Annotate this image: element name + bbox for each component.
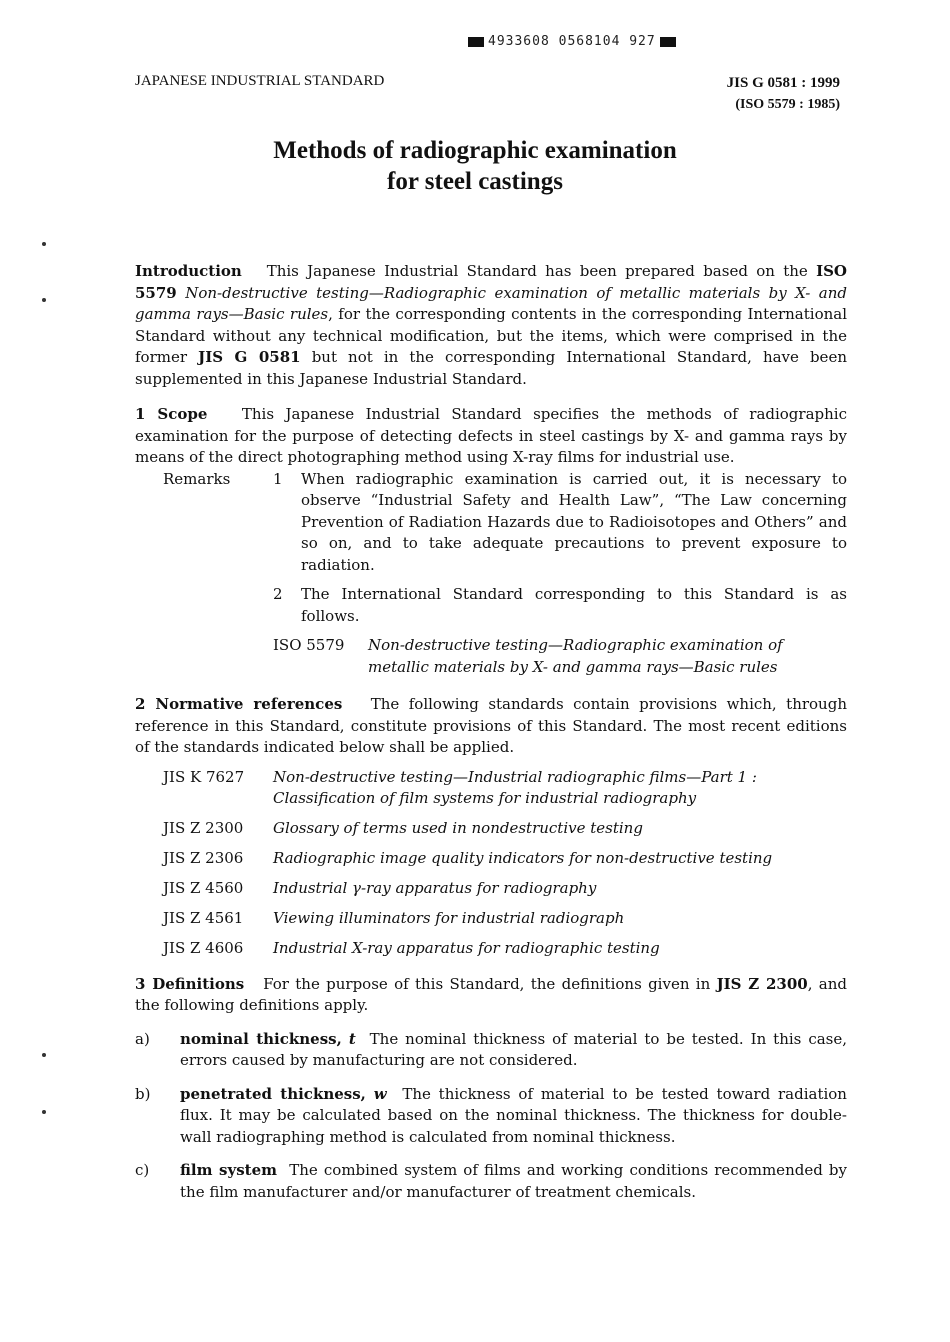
barcode-line — [468, 34, 676, 49]
standard-code: JIS G 0581 : 1999 — [726, 75, 840, 91]
title-line-2: for steel castings — [387, 168, 563, 195]
introduction-text: , for the corresponding contents in the corresponding International Standard without any technical modification, but the items, which were comprised in the former — [135, 305, 847, 366]
reference-row — [163, 848, 847, 870]
definition-item — [135, 1029, 847, 1072]
definition-text: The thickness of material to be tested toward radiation flux. It may be calculated based on the nominal thickness. The thickness for double-wall radiographing method is calculated from nominal thickness. — [180, 1084, 847, 1146]
iso-code: ISO 5579 — [273, 636, 345, 654]
standard-label: JAPANESE INDUSTRIAL STANDARD — [135, 73, 385, 89]
scan-dot — [42, 1053, 46, 1057]
introduction-text: This Japanese Industrial Standard has been prepared based on the — [266, 262, 808, 280]
standard-code-block — [727, 73, 840, 115]
definition-text: The nominal thickness of material to be tested. In this case, errors caused by manufacturing are not considered. — [180, 1029, 848, 1069]
reference-code: JIS Z 4560 — [163, 879, 244, 897]
remarks — [163, 469, 847, 628]
iso-code: (ISO 5579 : 1985) — [735, 97, 840, 112]
remark-text: When radiographic examination is carried out, it is necessary to observe “Industrial Safety and Health Law”, “The Law concerning Prevention of Radiation Hazards due to Radioisotopes and Others” and so on, and to take adequate precautions to prevent exposure to radiation. — [301, 469, 847, 574]
reference-row — [163, 767, 847, 810]
normative-references-heading: 2 Normative references — [135, 695, 343, 713]
introduction-heading: Introduction — [135, 262, 242, 280]
introduction-text: but not in the corresponding International Standard, have been supplemented in this Japanese Industrial Standard. — [135, 348, 847, 388]
reference-code: JIS Z 2306 — [163, 849, 244, 867]
definition-letter: b) — [135, 1084, 151, 1103]
reference-code: JIS Z 2300 — [163, 819, 244, 837]
remark-item — [163, 584, 847, 627]
definitions-text: For the purpose of this Standard, the definitions given in — [263, 974, 711, 993]
reference-row — [163, 908, 847, 930]
remark-number: 1 — [273, 469, 283, 488]
reference-code: JIS K 7627 — [163, 767, 245, 786]
reference-row — [163, 818, 847, 840]
title-line-1: Methods of radiographic examination — [273, 137, 677, 164]
scope-section — [135, 404, 847, 469]
reference-title: Viewing illuminators for industrial radiograph — [273, 909, 625, 927]
document-body — [135, 261, 847, 1203]
remark-number: 2 — [273, 585, 283, 603]
definition-letter: a) — [135, 1029, 150, 1048]
scan-dot — [42, 298, 46, 302]
reference-row — [163, 938, 847, 960]
scope-heading: 1 Scope — [135, 405, 208, 423]
reference-title: Radiographic image quality indicators for non-destructive testing — [273, 849, 773, 867]
barcode-block — [660, 37, 676, 47]
definitions-section — [135, 974, 847, 1017]
iso-reference: ISO 5579 — [135, 262, 847, 302]
iso-reference-row — [273, 635, 847, 678]
scan-dot — [42, 1110, 46, 1114]
definition-term: nominal thickness, — [180, 1029, 342, 1048]
definition-letter: c) — [135, 1161, 150, 1179]
iso-title: Non-destructive testing—Radiographic examination of metallic materials by X- and gamma rays—Basic rules — [135, 283, 847, 323]
definition-text: The combined system of films and working conditions recommended by the film manufacturer and/or manufacturer of treatment chemicals. — [180, 1161, 847, 1201]
jis-reference: JIS Z 2300 — [716, 974, 808, 993]
page-title — [0, 135, 950, 197]
definition-item — [135, 1160, 847, 1203]
definition-term: penetrated thickness, — [180, 1084, 366, 1103]
definition-symbol: w — [373, 1084, 387, 1103]
reference-title: Non-destructive testing—Industrial radiographic films—Part 1 : Classification of film systems for industrial radiography — [273, 767, 757, 807]
definition-term: film system — [180, 1161, 277, 1179]
remarks-label: Remarks — [163, 469, 231, 488]
normative-references-section — [135, 694, 847, 759]
reference-list — [163, 767, 847, 960]
normative-references-text: The following standards contain provisions which, through reference in this Standard, constitute provisions of this Standard. The most recent editions of the standards indicated below shall be applied. — [135, 695, 847, 756]
scan-dot — [42, 242, 46, 246]
reference-title: Glossary of terms used in nondestructive testing — [273, 819, 643, 837]
definition-item — [135, 1084, 847, 1149]
reference-title: Industrial X-ray apparatus for radiographic testing — [273, 939, 660, 957]
remark-item — [163, 469, 847, 577]
reference-title: Industrial γ-ray apparatus for radiography — [273, 879, 597, 897]
barcode-block — [468, 37, 484, 47]
reference-code: JIS Z 4561 — [163, 909, 244, 927]
remark-text: The International Standard corresponding to this Standard is as follows. — [301, 585, 847, 625]
barcode-text: 4933608 0568104 927 — [488, 34, 656, 49]
scope-text: This Japanese Industrial Standard specifies the methods of radiographic examination for the purpose of detecting defects in steel castings by X- and gamma rays by means of the direct photographing method using X-ray films for industrial use. — [135, 405, 847, 466]
jis-reference: JIS G 0581 — [198, 348, 301, 366]
introduction-section — [135, 261, 847, 390]
definition-symbol: t — [348, 1029, 356, 1048]
reference-code: JIS Z 4606 — [163, 939, 244, 957]
reference-row — [163, 878, 847, 900]
definitions-text: , and the following definitions apply. — [135, 974, 848, 1014]
definitions-heading: 3 Definitions — [135, 974, 245, 993]
iso-title: Non-destructive testing—Radiographic examination of metallic materials by X- and gamma rays—Basic rules — [368, 636, 783, 676]
